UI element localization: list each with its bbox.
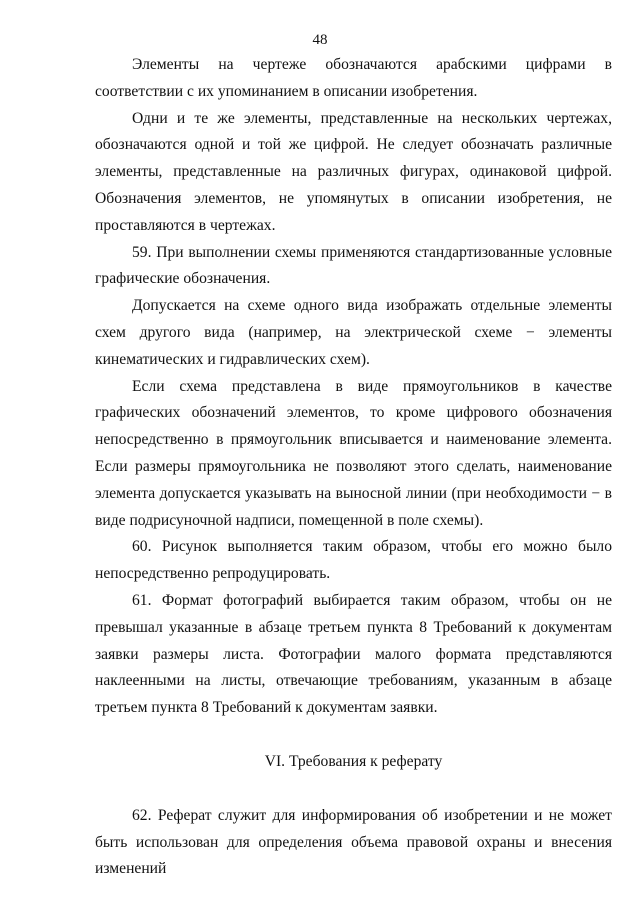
paragraph-rectangles: Если схема представлена в виде прямоугольников в качестве графических обозначений элементов, то кроме цифрового обозначения непосредственно в прямоугольник вписывается и наименование элемента. Если размеры прямоугольника не позволяют этого сделать, наименование элемента допускается указывать на выносной линии (при необходимости − в виде подрисуночной надписи, помещенной в поле схемы). [95, 377, 612, 529]
paragraph-other-scheme-elements: Допускается на схеме одного вида изображать отдельные элементы схем другого вида (например, на электрической схеме − элементы кинематических и гидравлических схем). [95, 297, 612, 368]
page-number: 48 [312, 32, 328, 48]
section-heading: VI. Требования к реферату [264, 752, 443, 770]
paragraph-same-elements: Одни и те же элементы, представленные на нескольких чертежах, обозначаются одной и той же цифрой. Не следует обозначать различные элементы, представленные на различных фигурах, одинаковой цифрой. Обозначения элементов, не упомянутых в описании изобретения, не проставляются в чертежах. [95, 109, 612, 234]
paragraph-elements-numbering: Элементы на чертеже обозначаются арабскими цифрами в соответствии с их упоминанием в описании изобретения. [95, 56, 612, 100]
paragraph-59: 59. При выполнении схемы применяются стандартизованные условные графические обозначения. [95, 243, 612, 288]
paragraph-61: 61. Формат фотографий выбирается таким образом, чтобы он не превышал указанные в абзаце третьем пункта 8 Требований к документам заявки размеры листа. Фотографии малого формата представляются наклеенными на листы, отвечающие требованиям, указанным в абзаце третьем пункта 8 Требований к документам заявки. [95, 591, 612, 717]
paragraph-60: 60. Рисунок выполняется таким образом, чтобы его можно было непосредственно репродуцировать. [95, 538, 612, 583]
paragraph-62: 62. Реферат служит для информирования об изобретении и не может быть использован для определения объема правовой охраны и внесения изменений [95, 806, 612, 878]
document-body [95, 52, 612, 883]
